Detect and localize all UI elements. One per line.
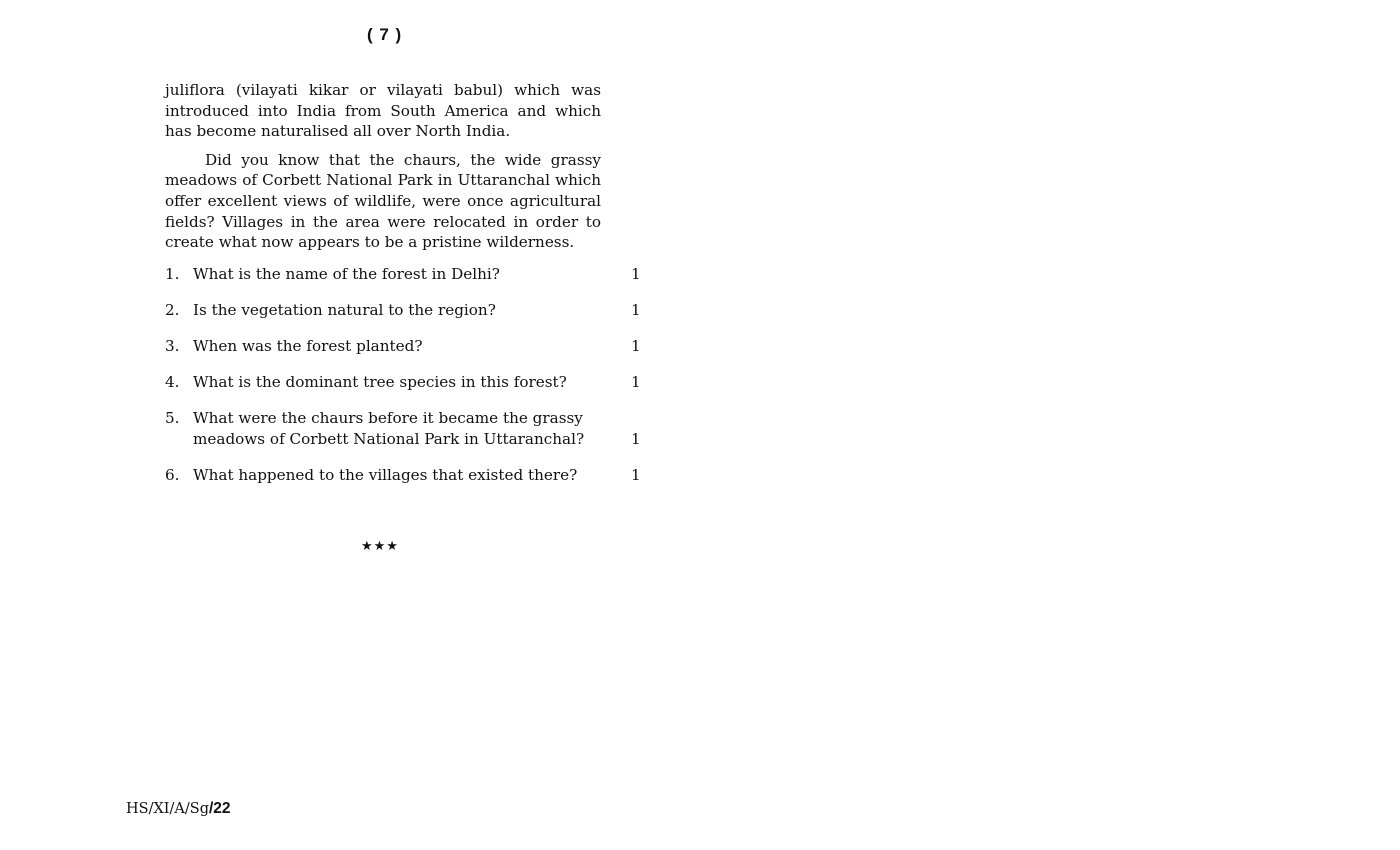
question-number: 3. [165,336,180,355]
question-marks: 1 [631,300,641,319]
paper-code [126,800,231,818]
question-marks: 1 [631,429,641,448]
question-number: 4. [165,372,180,391]
question-text: What is the name of the forest in Delhi? [193,265,500,283]
question-number: 5. [165,408,180,427]
paper-code-text: HS/XI/A/Sg [126,801,209,817]
passage-paragraph: Did you know that the chaurs, the wide grassy meadows of Corbett National Park in Uttaranchal which offer excellent views of wildlife, were once agricultural fields? Villages in the area were relocated in order to create what now appears to be a pristine wilderness. [165,150,601,252]
question-marks: 1 [631,465,641,484]
question-list [165,264,645,485]
question-number: 1. [165,265,180,283]
question-text: Is the vegetation natural to the region? [193,300,496,319]
question-item [165,264,645,285]
question-text: What were the chaurs before it became the grassy meadows of Corbett National Park in Uttaranchal? [193,408,585,448]
end-of-section-stars: ★★★ [361,539,399,554]
question-marks: 1 [631,336,641,355]
question-marks: 1 [631,265,641,283]
question-item [165,300,645,321]
question-text: What is the dominant tree species in this forest? [193,372,567,391]
question-item [165,408,645,449]
question-text: What happened to the villages that existed there? [193,465,578,484]
paper-code-suffix: /22 [208,800,231,817]
page-number: ( 7 ) [367,25,403,44]
question-marks: 1 [631,372,641,391]
passage-paragraph: juliflora (vilayati kikar or vilayati babul) which was introduced into India from South America and which has become naturalised all over North India. [165,81,601,141]
question-number: 6. [165,465,180,484]
question-number: 2. [165,300,180,319]
passage-text [165,80,601,253]
question-item [165,372,645,393]
question-item [165,336,645,357]
question-text: When was the forest planted? [193,336,423,355]
question-item [165,465,645,486]
